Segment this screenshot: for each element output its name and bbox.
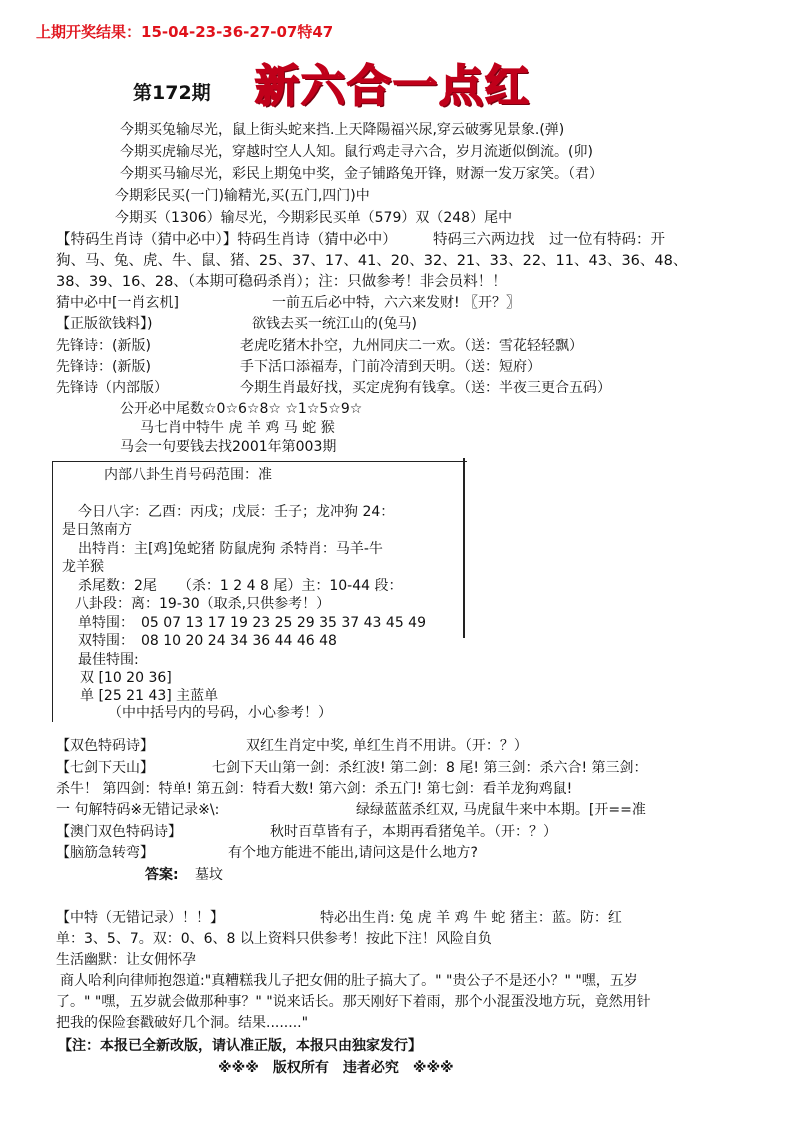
pioneer-label-1: 先锋诗：(新版): [56, 338, 151, 354]
brain-answer-label: 答案:: [145, 867, 179, 883]
zhongte-label: 【中特（无错记录）！！】: [56, 910, 224, 926]
sword-label: 【七剑下天山】: [56, 760, 154, 776]
macau-text: 秋时百草皆有子，本期再看猪兔羊。（开：？）: [270, 824, 557, 840]
zhongte-line-2: 单：3、5、7。双：0、6、8 以上资料只供参考！按此下注！风险自负: [56, 931, 492, 947]
brain-answer: 墓坟: [195, 867, 223, 883]
guess-text: 一前五后必中特，六六来发财! 〖开？〗: [272, 295, 521, 311]
bagua-best-shuang: 双 [10 20 36]: [80, 670, 172, 686]
issue-number: 第172期: [133, 82, 211, 104]
pioneer-label-3: 先锋诗（内部版）: [56, 380, 168, 396]
poem-line-1: 今期买兔输尽光，鼠上街头蛇来挡.上天降陽福兴尿,穿云破雾见景象.(弹): [120, 122, 565, 138]
bagua-bazi: 今日八字：乙酉：丙戌；戊辰：壬子；龙冲狗 24：: [78, 504, 395, 520]
title-logo: 新六合一点红: [255, 61, 531, 112]
bagua-box-edge: [463, 458, 465, 638]
bagua-best-dan: 单 [25 21 43] 主蓝单: [80, 688, 219, 704]
mahui-line: 马会一句要钱去找2001年第003期: [120, 439, 337, 455]
pioneer-text-2: 手下活口添福寿，门前冷清到天明。（送：短府）: [240, 359, 541, 375]
zhongte-line-1: 特必出生肖: 兔 虎 羊 鸡 牛 蛇 猪主：蓝。防：红: [320, 910, 622, 926]
bagua-title: 内部八卦生肖号码范围：准: [104, 467, 272, 483]
pioneer-text-1: 老虎吃猪木扑空，九州同庆二一欢。（送：雪花轻轻飘）: [240, 338, 583, 354]
special-code-line-1: 【特码生肖诗（猜中必中）】特码生肖诗（猜中必中） 特码三六两边找 过一位有特码：开: [56, 232, 665, 248]
bagua-dan: 单特围： 05 07 13 17 19 23 25 29 35 37 43 45 49: [78, 615, 426, 631]
bagua-duan: 八卦段：离：19-30（取杀,只供参考！）: [75, 596, 331, 612]
footer-copyright: ※※※ 版权所有 违者必究 ※※※: [218, 1060, 454, 1076]
macau-label: 【澳门双色特码诗】: [56, 824, 182, 840]
humor-line-2: 了。" "嘿，五岁就会做那种事？" "说来话长。那天刚好下着雨，那个小混蛋没地方玩，竟然用针: [56, 994, 651, 1010]
one-phrase-label: 一 句解特码※无错记录※\:: [56, 802, 220, 818]
poem-line-4: 今期彩民买(一门)输精光,买(五门,四门)中: [115, 188, 370, 204]
bagua-bazi-2: 是日煞南方: [62, 522, 132, 538]
one-phrase-text: 绿绿蓝蓝杀红双, 马虎鼠牛来中本期。[开==准: [356, 802, 646, 818]
bagua-note: （中中括号内的号码，小心参考！）: [108, 705, 332, 721]
humor-line-3: 把我的保险套戳破好几个洞。结果........": [56, 1015, 309, 1031]
bagua-chu-2: 龙羊猴: [62, 559, 104, 575]
tail-numbers: 公开必中尾数☆0☆6☆8☆ ☆1☆5☆9☆: [120, 401, 363, 417]
poem-line-2: 今期买虎输尽光，穿越时空人人知。鼠行鸡走寻六合，岁月流逝似倒流。(卯): [120, 144, 593, 160]
bagua-shuang: 双特围： 08 10 20 24 34 36 44 46 48: [78, 633, 337, 649]
last-result: 上期开奖结果：15-04-23-36-27-07特47: [36, 23, 334, 41]
guess-label: 猜中必中[一肖玄机]: [56, 295, 179, 311]
zhengban-text: 欲钱去买一统江山的(兔马): [252, 316, 417, 332]
brain-question: 有个地方能进不能出,请问这是什么地方?: [228, 845, 478, 861]
pioneer-label-2: 先锋诗：(新版): [56, 359, 151, 375]
humor-line-1: 商人哈利向律师抱怨道:"真糟糕我儿子把女佣的肚子搞大了。" "贵公子不是还小？" "嘿，五岁: [60, 973, 638, 989]
bagua-chu: 出特肖：主[鸡]兔蛇猪 防鼠虎狗 杀特肖：马羊-牛: [78, 541, 383, 557]
poem-line-5: 今期买（1306）输尽光，今期彩民买单（579）双（248）尾中: [115, 210, 513, 226]
special-code-line-2: 狗、马、兔、虎、牛、鼠、猪、25、37、17、41、20、32、21、33、22、11、43、36、48、: [56, 253, 688, 269]
humor-title: 生活幽默：让女佣怀孕: [56, 952, 196, 968]
bagua-best: 最佳特围:: [78, 652, 139, 668]
colors-text: 双红生肖定中奖, 单红生肖不用讲。（开：？）: [246, 738, 528, 754]
brain-label: 【脑筋急转弯】: [56, 845, 154, 861]
colors-label: 【双色特码诗】: [56, 738, 154, 754]
zhengban-label: 【正版欲钱料】): [56, 316, 153, 332]
sword-line-1: 七剑下天山第一剑：杀红波! 第二剑：8 尾! 第三剑：杀六合! 第三剑：: [212, 760, 648, 776]
sword-line-2: 杀牛！ 第四剑：特单! 第五剑：特看大数! 第六剑：杀五门! 第七剑：看羊龙狗鸡鼠!: [56, 781, 573, 797]
pioneer-text-3: 今期生肖最好找，买定虎狗有钱拿。（送：半夜三更合五码）: [240, 380, 611, 396]
ma-seven-zodiac: 马七肖中特牛 虎 羊 鸡 马 蛇 猴: [140, 420, 335, 436]
bagua-sha: 杀尾数：2尾 （杀：1 2 4 8 尾）主：10-44 段：: [78, 578, 403, 594]
special-code-line-3: 38、39、16、28、（本期可稳码杀肖）；注：只做参考！非会员料！！: [56, 274, 507, 290]
footer-notice: 【注：本报已全新改版，请认准正版，本报只由独家发行】: [58, 1038, 422, 1054]
poem-line-3: 今期买马输尽光，彩民上期兔中奖，金子铺路兔开锋，财源一发万家笑。（君）: [120, 166, 603, 182]
